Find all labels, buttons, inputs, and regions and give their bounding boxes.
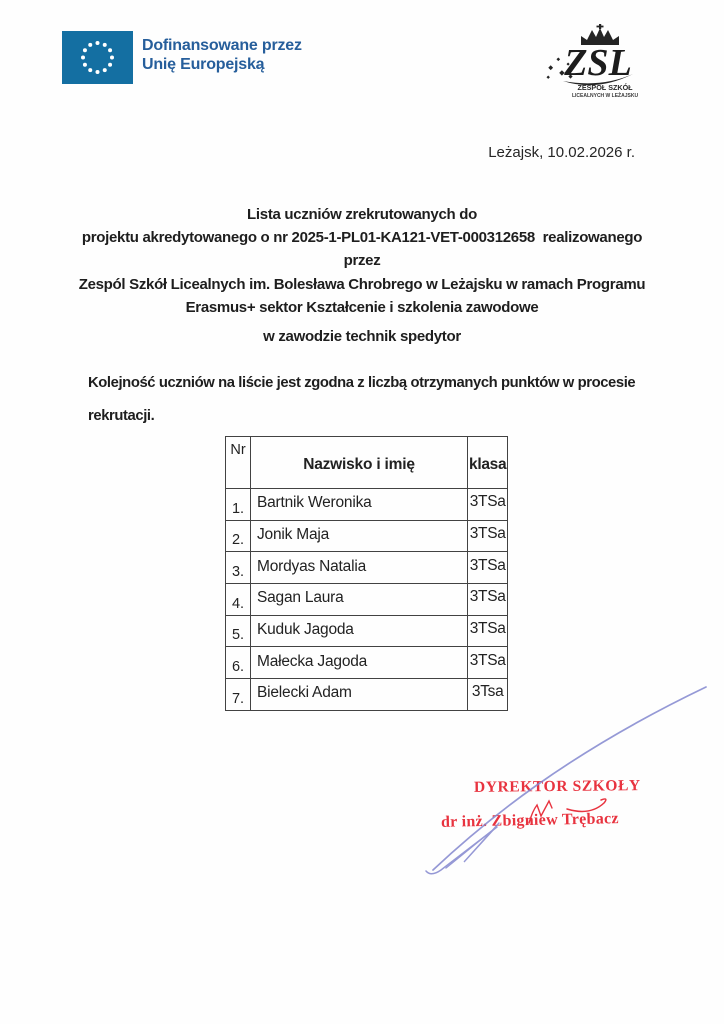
profession-line: w zawodzie technik spedytor [263, 328, 461, 345]
student-class: 3TSa [468, 520, 508, 552]
table-row [226, 584, 508, 616]
eu-stars-icon [62, 31, 133, 84]
header-class: klasa [468, 437, 508, 489]
row-number: 2. [226, 520, 251, 552]
ranking-note-line1: Kolejność uczniów na liście jest zgodna z liczbą otrzymanych punktów w procesie [88, 375, 636, 391]
student-name: Mordyas Natalia [251, 552, 468, 584]
title-line2: projektu akredytowanego o nr 2025-1-PL01-KA121-VET-000312658 realizowanego [81, 229, 643, 247]
table-row [226, 552, 508, 584]
table-row [226, 679, 508, 711]
stamp-director-title: DYREKTOR SZKOŁY [473, 777, 641, 796]
student-class: 3TSa [468, 489, 508, 521]
students-table [225, 436, 508, 711]
eu-funding-line1: Dofinansowane przez [142, 37, 302, 54]
title-line1: Lista uczniów zrekrutowanych do [247, 206, 477, 223]
student-name: Jonik Maja [251, 520, 468, 552]
student-name: Małecka Jagoda [251, 647, 468, 679]
school-logo-acronym: ZSL [564, 42, 632, 84]
student-class: 3TSa [468, 647, 508, 679]
school-logo-name-line1: ZESPÓŁ SZKÓŁ [577, 83, 633, 92]
place-and-date: Leżajsk, 10.02.2026 r. [488, 144, 635, 161]
student-name: Sagan Laura [251, 584, 468, 616]
table-header-row [226, 437, 508, 489]
title-line5: Erasmus+ sektor Kształcenie i szkolenia zawodowe [185, 298, 539, 316]
eu-flag-icon [62, 31, 133, 84]
document-title [12, 203, 712, 319]
table-row [226, 520, 508, 552]
student-name: Bielecki Adam [251, 679, 468, 711]
table-row [226, 615, 508, 647]
title-line4: Zespól Szkół Licealnych im. Bolesława Chrobrego w Leżajsku w ramach Programu [78, 275, 646, 293]
ranking-note [88, 367, 635, 432]
row-number: 5. [226, 615, 251, 647]
row-number: 3. [226, 552, 251, 584]
eu-funding-line2: Unię Europejską [142, 56, 265, 73]
row-number: 7. [226, 679, 251, 711]
row-number: 6. [226, 647, 251, 679]
school-logo [545, 24, 649, 100]
school-logo-name-line2: LICEALNYCH W LEŻAJSKU [571, 93, 639, 99]
header-nr: Nr [226, 437, 251, 489]
header-name: Nazwisko i imię [251, 437, 468, 489]
stamp-director-name: dr inż. Zbigniew Trębacz [440, 810, 620, 831]
row-number: 1. [226, 489, 251, 521]
table-row [226, 647, 508, 679]
ranking-note-line2: rekrutacji. [88, 407, 155, 424]
student-name: Bartnik Weronika [251, 489, 468, 521]
student-class: 3TSa [468, 615, 508, 647]
student-class: 3Tsa [468, 679, 508, 711]
title-line3: przez [343, 252, 381, 270]
student-class: 3TSa [468, 584, 508, 616]
eu-funding-label [142, 36, 302, 74]
student-class: 3TSa [468, 552, 508, 584]
table-row [226, 489, 508, 521]
row-number: 4. [226, 584, 251, 616]
student-name: Kuduk Jagoda [251, 615, 468, 647]
